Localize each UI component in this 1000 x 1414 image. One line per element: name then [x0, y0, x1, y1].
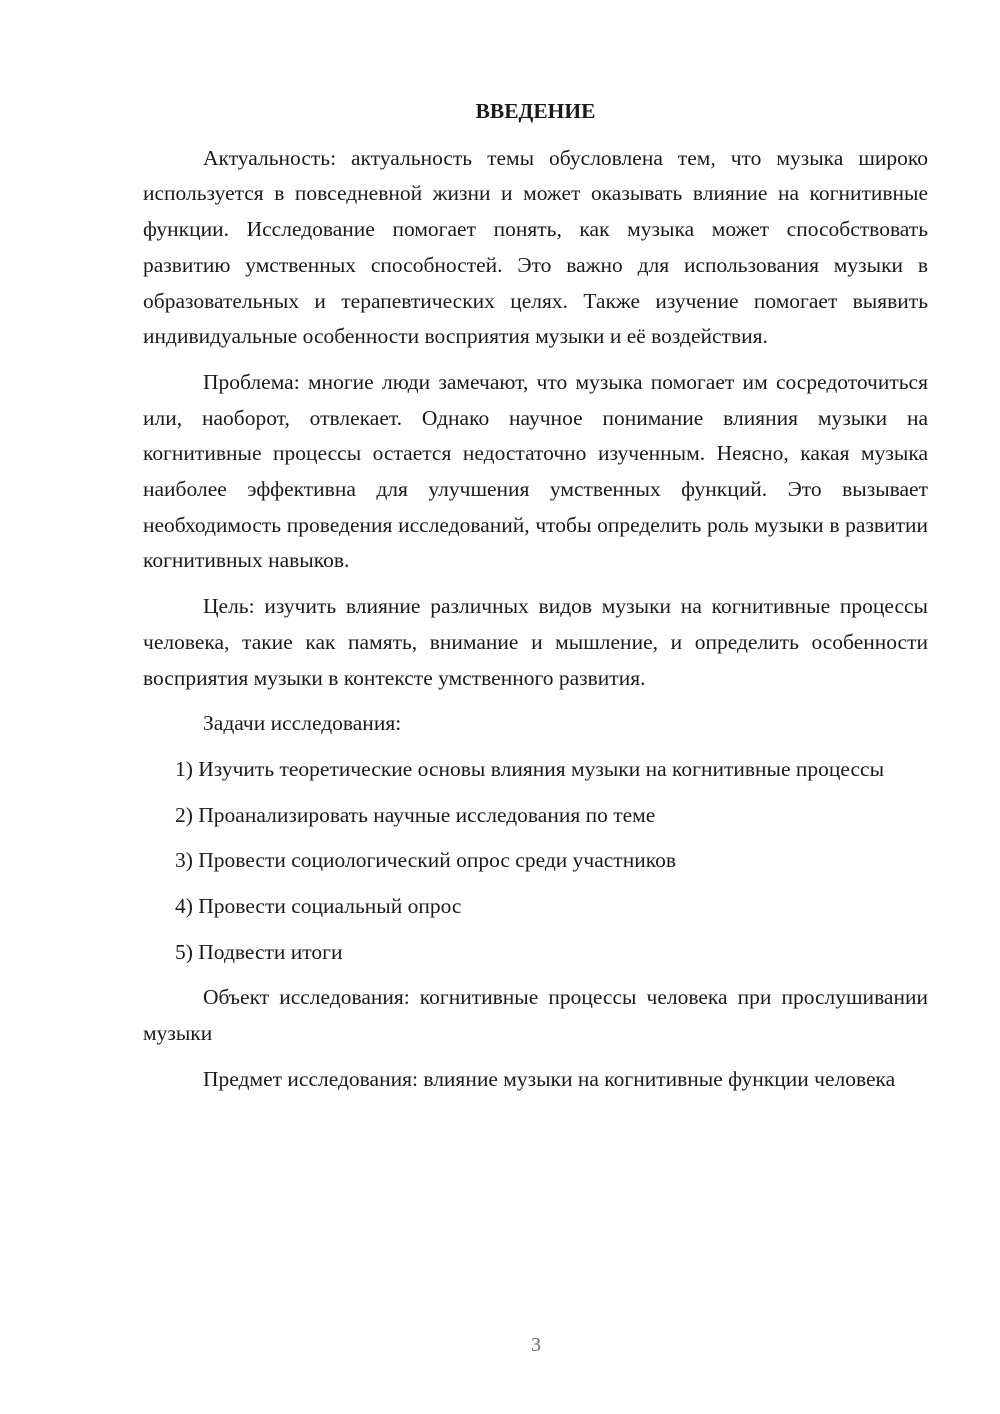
paragraph-relevance: Актуальность: актуальность темы обусловлена тем, что музыка широко используется в повседневной жизни и может оказывать влияние на когнитивные функции. Исследование помогает понять, как музыка может способствовать развитию умственных способностей. Это важно для использования музыки в образовательных и терапевтических целях. Также изучение помогает выявить индивидуальные особенности восприятия музыки и её воздействия.	[143, 145, 928, 349]
task-item: 2) Проанализировать научные исследования по теме	[175, 802, 656, 827]
page-content	[143, 94, 928, 1108]
page-number: 3	[531, 1334, 541, 1356]
task-item: 1) Изучить теоретические основы влияния музыки на когнитивные процессы	[175, 756, 885, 781]
paragraph-problem: Проблема: многие люди замечают, что музыка помогает им сосредоточиться или, наоборот, отвлекает. Однако научное понимание влияния музыки на когнитивные процессы остается недостаточно изученным. Неясно, какая музыка наиболее эффективна для улучшения умственных функций. Это вызывает необходимость проведения исследований, чтобы определить роль музыки в развитии когнитивных навыков.	[143, 369, 928, 573]
task-item: 3) Провести социологический опрос среди участников	[175, 848, 676, 873]
paragraph-subject: Предмет исследования: влияние музыки на когнитивные функции человека	[203, 1066, 896, 1091]
paragraph-object: Объект исследования: когнитивные процессы человека при прослушивании музыки	[143, 985, 928, 1046]
tasks-heading: Задачи исследования:	[203, 711, 402, 736]
section-title: ВВЕДЕНИЕ	[475, 99, 596, 123]
paragraph-goal: Цель: изучить влияние различных видов музыки на когнитивные процессы человека, такие как память, внимание и мышление, и определить особенности восприятия музыки в контексте умственного развития.	[143, 594, 928, 690]
task-item: 4) Провести социальный опрос	[175, 894, 462, 919]
task-item: 5) Подвести итоги	[175, 939, 343, 964]
